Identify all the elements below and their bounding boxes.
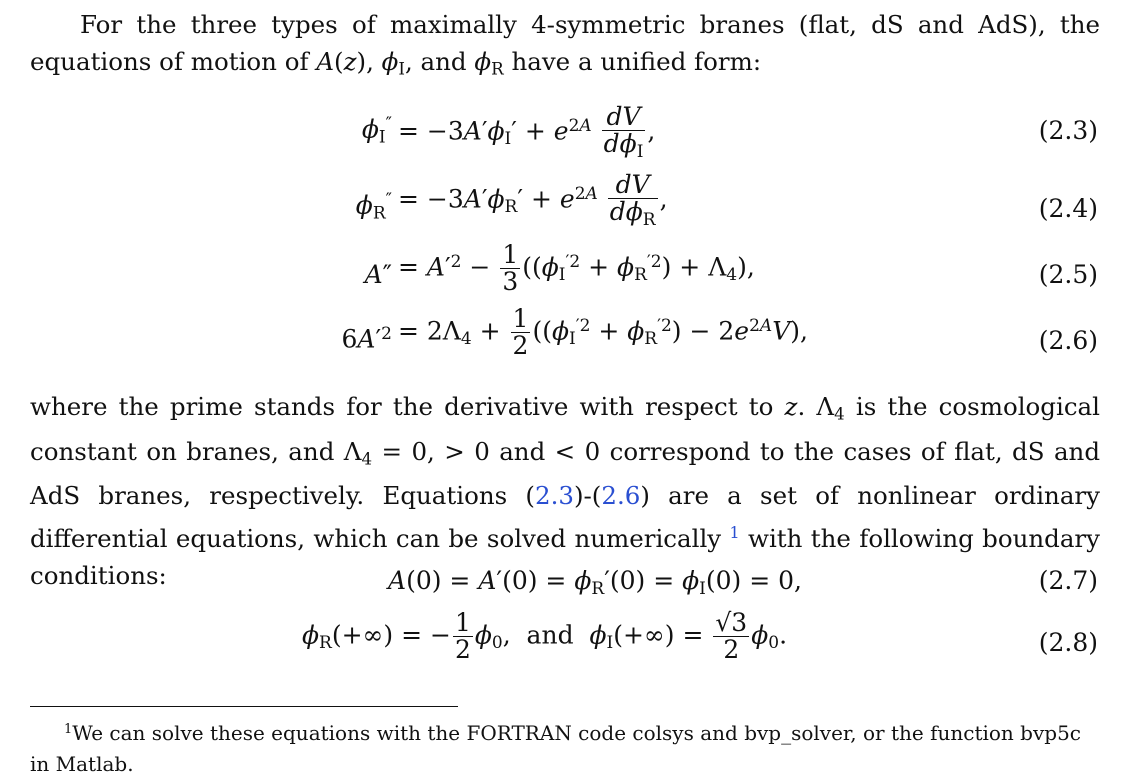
equation-ref-2-6[interactable]: 2.6 <box>601 481 641 511</box>
intro-line-1: For the three types of maximally 4-symmetric branes (flat, dS and AdS), the equations <box>30 10 1100 76</box>
equation-ref-2-3[interactable]: 2.3 <box>534 481 574 511</box>
eq-lhs: $\phi_R''$ <box>355 190 392 224</box>
eq-rhs: = $2\Lambda_4$ + $\frac{1}{2}$ $((\phi_I^{'2} + \phi_R^{'2}) - 2e^{2A}V)$, <box>398 304 808 361</box>
footnote-rule <box>30 706 458 707</box>
eq-lhs: $6A'^2$ <box>341 324 392 354</box>
equation-number: (2.6) <box>1038 326 1098 355</box>
eq-lhs: $\phi_I''$ <box>361 114 392 148</box>
eq-rhs: = $-3A'\phi_R' + e^{2A}$ $\frac{dV}{d\phi_R}$ , <box>398 170 668 230</box>
eq-expr: $A(0) = A'(0) = \phi_R'(0) = \phi_I(0) = 0$, <box>388 566 802 599</box>
equation-number: (2.4) <box>1038 194 1098 223</box>
equation-number: (2.5) <box>1038 260 1098 289</box>
footnote-ref[interactable]: 1 <box>729 523 740 543</box>
footnote <box>30 714 1100 780</box>
intro-paragraph: For the three types of maximally 4-symmetric branes (flat, dS and AdS), the equations of motion of A(z), $\phi_I$, and $\phi_R$ have a unified form: <box>30 10 1100 79</box>
eq-rhs: = $-3A'\phi_I' + e^{2A}$ $\frac{dV}{d\phi_I}$ , <box>398 102 656 162</box>
equation-number: (2.7) <box>1038 566 1098 595</box>
eq-expr: $\phi_R(+\infty)$ = − $\frac{1}{2}$ $\phi_0$, and $\phi_I(+\infty)$ = $\frac{√3}{2}$ $\phi_0$. <box>302 608 788 665</box>
eq-rhs: = $A'^2$ − $\frac{1}{3}$ $((\phi_I^{'2} + \phi_R^{'2}) + \Lambda_4)$, <box>398 240 755 297</box>
footnote-text: We can solve these equations with the FORTRAN code colsys and bvp_solver, or the function bvp5c in Matlab. <box>30 721 1081 777</box>
body-paragraph: where the prime stands for the derivative with respect to z. $\Lambda_4$ is the cosmological constant on branes, and $\Lambda_4 = 0$, > 0 and < 0 correspond to the cases of flat, dS and AdS branes, respectively. Equations (2.3)-(2.6) are a set of nonlinear ordinary differential equations, which can be solved numerically $^1$ with the following boundary conditions: <box>30 392 1101 591</box>
footnote-marker: 1 <box>64 722 73 737</box>
equation-number: (2.8) <box>1038 628 1098 657</box>
eq-lhs: A″ <box>364 260 392 289</box>
equation-number: (2.3) <box>1038 116 1098 145</box>
